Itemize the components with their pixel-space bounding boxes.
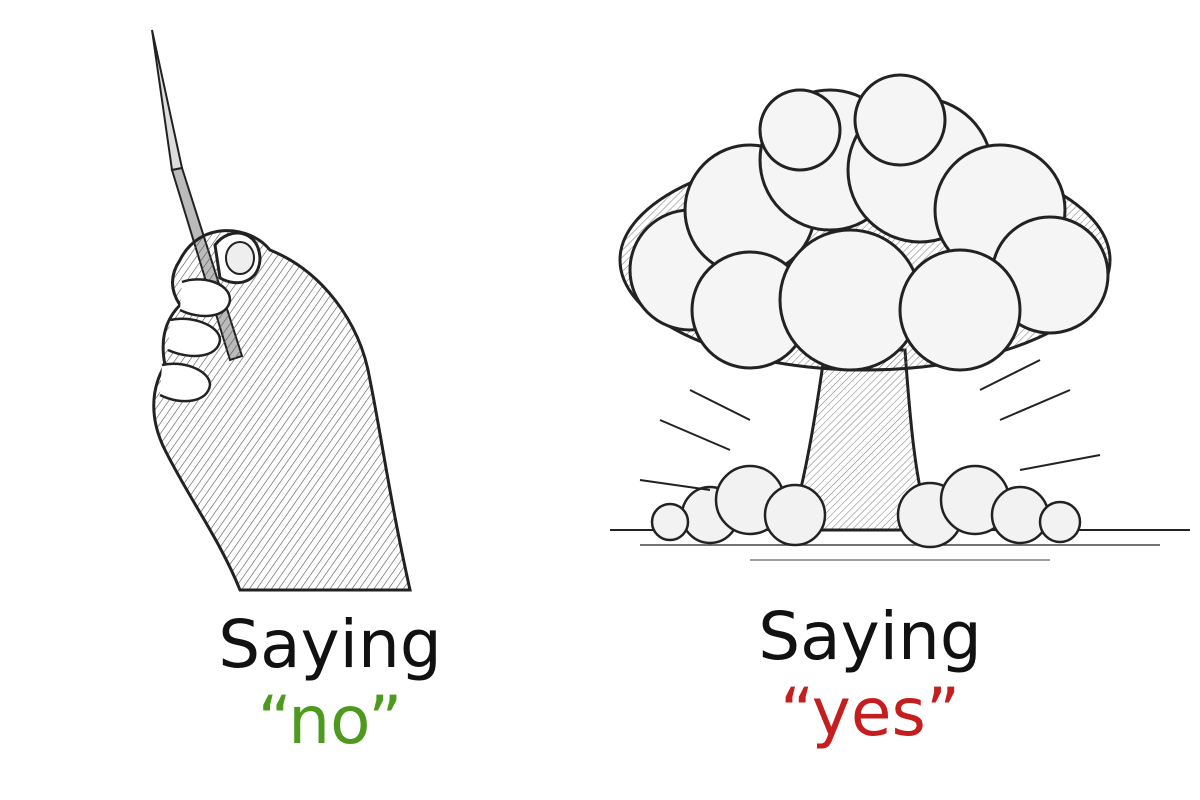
scalpel-blade — [152, 30, 182, 170]
caption-yes: “yes” — [779, 674, 961, 751]
right-panel — [600, 0, 1200, 800]
left-caption — [30, 606, 630, 759]
mushroom-cloud-illustration — [600, 60, 1200, 600]
scalpel-hand-illustration — [120, 20, 440, 600]
caption-saying-right: Saying — [758, 598, 982, 675]
right-caption — [570, 598, 1170, 751]
cloud-cap — [620, 75, 1110, 370]
caption-no: “no” — [257, 682, 403, 759]
caption-saying-left: Saying — [218, 606, 442, 683]
